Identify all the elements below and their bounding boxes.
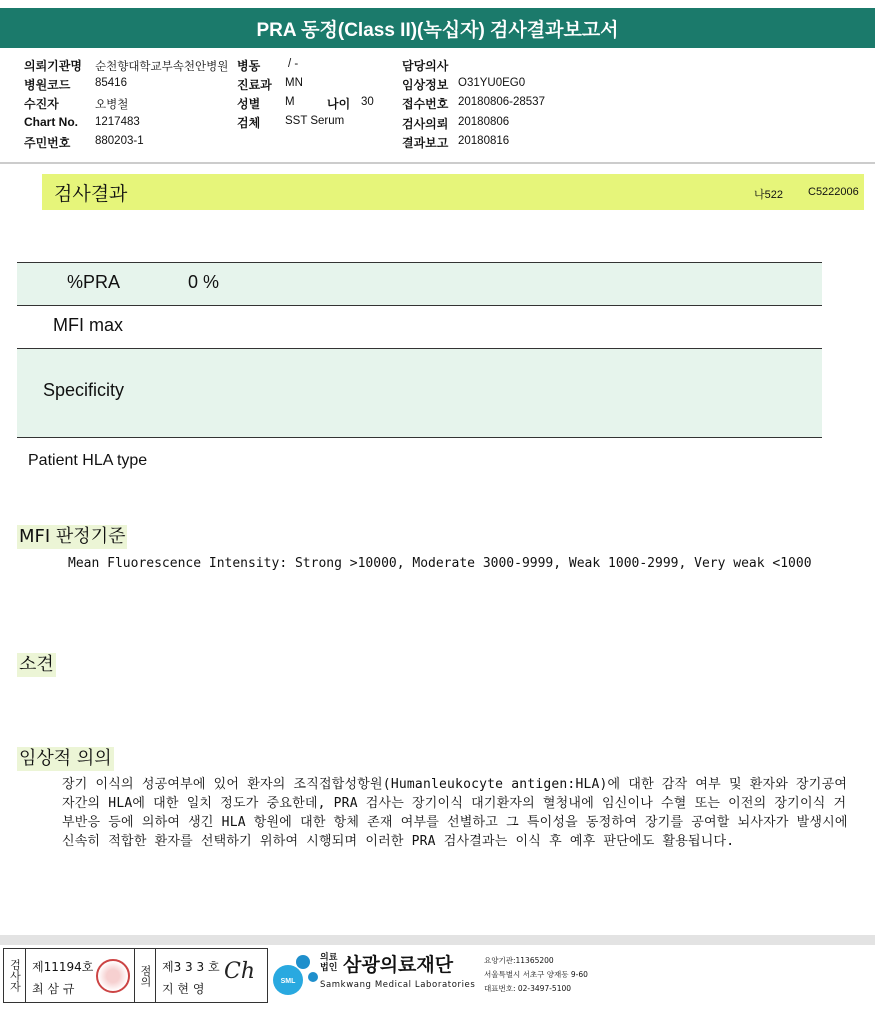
age-label: 나이: [327, 97, 351, 111]
sex-label: 성별: [237, 97, 261, 111]
age-value: 30: [361, 96, 374, 108]
patient-label: 수진자: [24, 97, 59, 111]
org-prefix-line2: 법인: [320, 963, 338, 973]
result-code-1: 나522: [754, 189, 783, 201]
receipt-label: 접수번호: [402, 97, 449, 111]
footer-divider: [0, 935, 875, 945]
dept-value: MN: [285, 77, 303, 89]
org-prefix-line1: 의료: [320, 953, 338, 963]
pra-label: %PRA: [67, 272, 121, 292]
reviewer-name: 지 현 영: [162, 982, 205, 996]
seal-stamp-icon: [96, 959, 130, 993]
hospital-code-label: 병원코드: [24, 78, 71, 92]
id-value: 880203-1: [95, 135, 144, 147]
result-section-header: [42, 174, 864, 210]
org-code: 요양기관:11365200: [484, 956, 554, 965]
pra-value: 0 %: [188, 272, 220, 292]
report-title: PRA 동정(Class II)(녹십자) 검사결과보고서: [256, 19, 619, 41]
reviewer-label: [134, 949, 156, 1002]
result-section-title: 검사결과: [54, 183, 128, 205]
org-english-name: Samkwang Medical Laboratories: [320, 980, 476, 990]
report-date-label: 결과보고: [402, 136, 449, 150]
reviewer-signature: Ch: [224, 959, 256, 984]
org-prefix: [320, 953, 337, 973]
logo-text: SML: [280, 978, 296, 985]
org-phone: 대표번호: 02-3497-5100: [484, 984, 572, 993]
specimen-value: SST Serum: [285, 115, 345, 127]
id-label: 주민번호: [24, 136, 71, 150]
request-value: 20180806: [458, 116, 510, 128]
sex-value: M: [285, 96, 295, 108]
inspector-license: 제11194호: [32, 960, 94, 974]
mfi-criteria-heading: MFI 판정기준: [19, 526, 126, 547]
mfi-max-label: MFI max: [53, 315, 123, 335]
patient-info-block: [0, 50, 875, 164]
specimen-label: 검체: [237, 116, 261, 130]
patient-value: 오병철: [95, 99, 129, 111]
org-address: 서울특별시 서초구 양재동 9-60: [484, 970, 588, 979]
reviewer-license: 제3 3 3 호: [162, 960, 220, 974]
inspector-name: 최 삼 규: [32, 982, 75, 996]
clinical-significance-text: 장기 이식의 성공여부에 있어 환자의 조직접합성항원(Humanleukocyte antigen:HLA)에 대한 감작 여부 및 환자와 장기공여자간의 HLA에 대한 일치 정도가 중요한데, PRA 검사는 장기이식 대기환자의 혈청내에 임신이나 수혈 또는 이전의 장기이식 거부반응 등에 의하여 생긴 HLA 항원에 대한 항체 존재 여부를 선별하고 그 특이성을 동정하여 장기를 공여할 뇌사자가 발생시에 신속히 적합한 환자를 선택하기 위하여 시행되며 이러한 PRA 검사결과는 이식 후 예후 판단에도 활용됩니다.: [62, 777, 848, 849]
dept-label: 진료과: [237, 78, 272, 92]
ward-label: 병동: [237, 59, 261, 73]
request-label: 검사의뢰: [402, 117, 449, 131]
doctor-label: 담당의사: [402, 59, 449, 73]
sml-logo-icon: [270, 950, 320, 1000]
specificity-row: [17, 349, 822, 438]
patient-hla-label: Patient HLA type: [28, 452, 148, 469]
findings-heading: 소견: [19, 654, 54, 675]
institution-value: 순천향대학교부속천안병원: [95, 61, 229, 73]
specificity-label: Specificity: [43, 380, 125, 400]
ward-value: / -: [288, 58, 299, 70]
reviewer-label-text: 점의: [139, 964, 152, 987]
receipt-value: 20180806-28537: [458, 96, 545, 108]
institution-label: 의뢰기관명: [24, 59, 82, 73]
inspector-label-text: 검사자: [8, 959, 22, 992]
report-title-bar: [0, 8, 875, 48]
signature-box: [3, 948, 268, 1003]
hospital-code-value: 85416: [95, 77, 127, 89]
mfi-max-row: [17, 306, 822, 349]
org-name: 삼광의료재단: [343, 954, 454, 976]
clinical-significance-heading: 임상적 의의: [19, 748, 112, 769]
chart-value: 1217483: [95, 116, 140, 128]
clinical-info-label: 임상정보: [402, 78, 449, 92]
report-date-value: 20180816: [458, 135, 510, 147]
inspector-label: [4, 949, 26, 1002]
result-code-2: C5222006: [808, 186, 859, 198]
chart-label: Chart No.: [24, 115, 78, 129]
mfi-criteria-text: Mean Fluorescence Intensity: Strong >10000, Moderate 3000-9999, Weak 1000-2999, Very weak <1000: [68, 556, 812, 571]
pra-row: [17, 262, 822, 306]
clinical-info-value: O31YU0EG0: [458, 77, 526, 89]
